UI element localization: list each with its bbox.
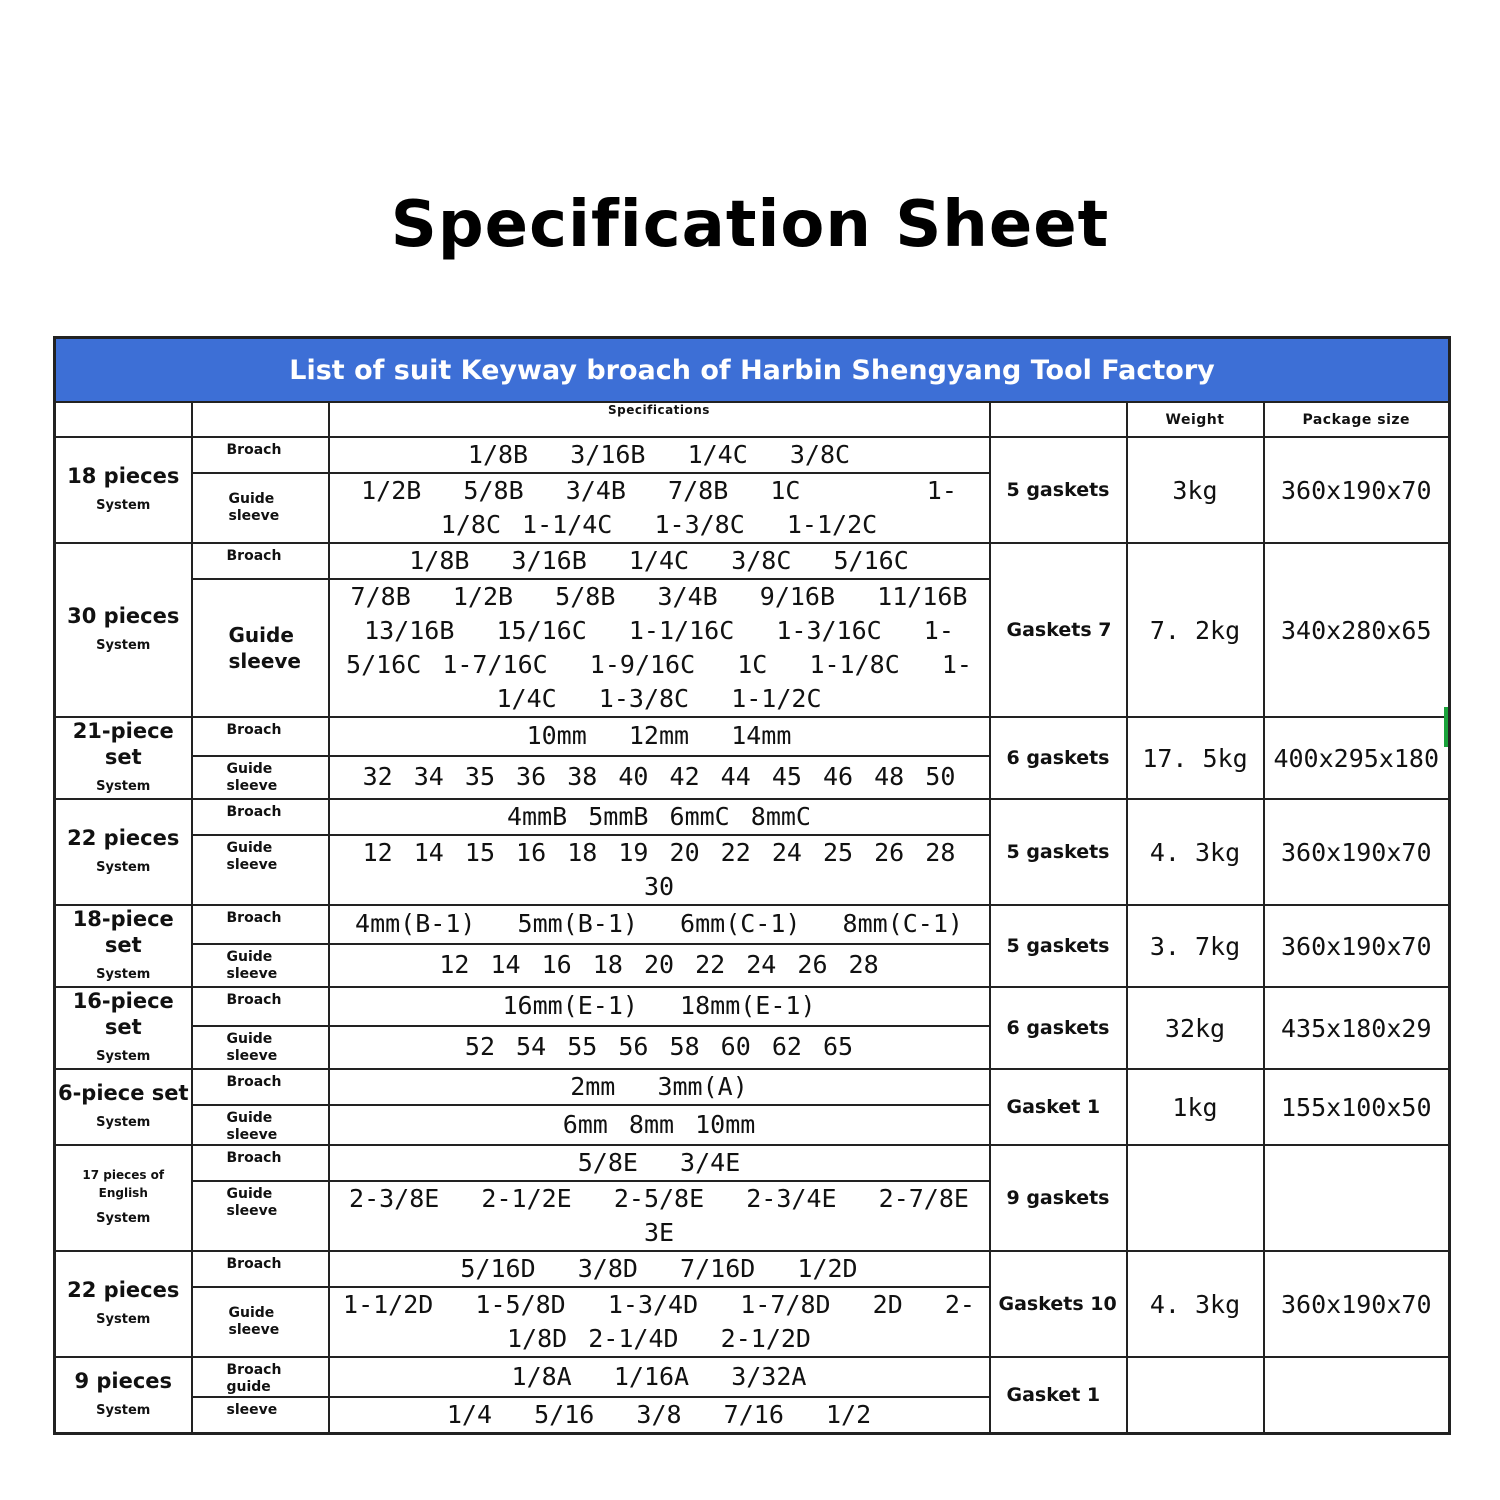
gasket-count: 5 gaskets [990, 437, 1127, 543]
table-row [55, 905, 1450, 944]
specification-values: 1/4 5/16 3/8 7/16 1/2 [329, 1397, 990, 1434]
gasket-count: 5 gaskets [990, 905, 1127, 987]
header-empty-type [192, 402, 329, 437]
set-name: 21-piece set [72, 719, 174, 769]
component-type: Broach [192, 543, 329, 579]
specification-values: 7/8B 1/2B 5/8B 3/4B 9/16B 11/16B 13/16B 15/16C 1-1/16C 1-3/16C 1-5/16C 1-7/16C 1-9/16C 1C 1-1/8C 1-1/4C 1-3/8C 1-1/2C [329, 579, 990, 717]
package-size-value: 400x295x180 [1264, 717, 1450, 799]
header-package-size: Package size [1264, 402, 1450, 437]
set-name-cell [55, 1069, 192, 1145]
weight-value: 3kg [1127, 437, 1264, 543]
set-name-cell [55, 1357, 192, 1434]
set-name-cell [55, 905, 192, 987]
table-row [55, 1357, 1450, 1397]
weight-value: 4. 3kg [1127, 1251, 1264, 1357]
specification-values: 12 14 15 16 18 19 20 22 24 25 26 28 30 [329, 835, 990, 905]
set-name: 17 pieces of English [82, 1168, 165, 1200]
package-size-value: 340x280x65 [1264, 543, 1450, 717]
set-name-cell [55, 543, 192, 717]
set-name-cell [55, 437, 192, 543]
set-name-cell [55, 1145, 192, 1251]
table-row [55, 717, 1450, 756]
gasket-count: 5 gaskets [990, 799, 1127, 905]
weight-value: 17. 5kg [1127, 717, 1264, 799]
header-weight: Weight [1127, 402, 1264, 437]
package-size-value: 360x190x70 [1264, 799, 1450, 905]
gasket-count: Gaskets 7 [990, 543, 1127, 717]
table-banner: List of suit Keyway broach of Harbin Shengyang Tool Factory [55, 338, 1450, 403]
specification-values: 2mm 3mm(A) [329, 1069, 990, 1105]
set-system-label: System [96, 1403, 151, 1418]
component-type: Broach [192, 717, 329, 756]
specification-values: 6mm 8mm 10mm [329, 1105, 990, 1145]
table-row [55, 799, 1450, 835]
header-empty-set [55, 402, 192, 437]
component-type: Broach [192, 1145, 329, 1181]
package-size-value: 360x190x70 [1264, 1251, 1450, 1357]
page-title: Specification Sheet [390, 188, 1110, 262]
gasket-count: 6 gaskets [990, 717, 1127, 799]
component-type: Broach [192, 437, 329, 473]
specification-values: 32 34 35 36 38 40 42 44 45 46 48 50 [329, 756, 990, 799]
component-type: Guide sleeve [192, 1026, 329, 1069]
package-size-value: 360x190x70 [1264, 437, 1450, 543]
component-type: sleeve [192, 1397, 329, 1434]
component-type: Guide sleeve [192, 1181, 329, 1251]
set-system-label: System [96, 498, 151, 513]
table-row [55, 437, 1450, 473]
set-name-cell [55, 987, 192, 1069]
set-name-cell [55, 799, 192, 905]
specification-values: 1-1/2D 1-5/8D 1-3/4D 1-7/8D 2D 2-1/8D 2-1/4D 2-1/2D [329, 1287, 990, 1357]
specification-values: 1/8B 3/16B 1/4C 3/8C 5/16C [329, 543, 990, 579]
specification-values: 52 54 55 56 58 60 62 65 [329, 1026, 990, 1069]
set-name: 22 pieces [67, 826, 180, 850]
set-name: 6-piece set [57, 1081, 189, 1105]
weight-value [1127, 1145, 1264, 1251]
specification-values: 4mmB 5mmB 6mmC 8mmC [329, 799, 990, 835]
header-specifications: Specifications [329, 402, 990, 437]
package-size-value [1264, 1357, 1450, 1434]
weight-value: 32kg [1127, 987, 1264, 1069]
set-system-label: System [96, 860, 151, 875]
table-row [55, 1145, 1450, 1181]
component-type: Guide sleeve [192, 1105, 329, 1145]
package-size-value [1264, 1145, 1450, 1251]
component-type: Broach [192, 799, 329, 835]
set-system-label: System [96, 1115, 151, 1130]
gasket-count: Gasket 1 [990, 1357, 1127, 1434]
component-type: Guide sleeve [192, 756, 329, 799]
specification-values: 1/8A 1/16A 3/32A [329, 1357, 990, 1397]
gasket-count: Gasket 1 [990, 1069, 1127, 1145]
component-type: Guide sleeve [192, 473, 329, 543]
component-type: Guide sleeve [192, 835, 329, 905]
set-name: 9 pieces [74, 1369, 173, 1393]
weight-value: 3. 7kg [1127, 905, 1264, 987]
table-row [55, 543, 1450, 579]
weight-value: 7. 2kg [1127, 543, 1264, 717]
specification-values: 10mm 12mm 14mm [329, 717, 990, 756]
weight-value: 1kg [1127, 1069, 1264, 1145]
set-name: 16-piece set [72, 989, 174, 1039]
edge-marker [1444, 707, 1448, 747]
set-name: 22 pieces [67, 1278, 180, 1302]
set-system-label: System [96, 967, 151, 982]
component-type: Broach guide [192, 1357, 329, 1397]
specification-values: 5/8E 3/4E [329, 1145, 990, 1181]
package-size-value: 360x190x70 [1264, 905, 1450, 987]
table-row [55, 987, 1450, 1026]
table-row [55, 1251, 1450, 1287]
set-system-label: System [96, 779, 151, 794]
component-type: Broach [192, 905, 329, 944]
gasket-count: Gaskets 10 [990, 1251, 1127, 1357]
set-name: 18 pieces [67, 464, 180, 488]
specification-values: 16mm(E-1) 18mm(E-1) [329, 987, 990, 1026]
component-type: Broach [192, 987, 329, 1026]
component-type: Guide sleeve [192, 1287, 329, 1357]
specification-values: 2-3/8E 2-1/2E 2-5/8E 2-3/4E 2-7/8E 3E [329, 1181, 990, 1251]
package-size-value: 155x100x50 [1264, 1069, 1450, 1145]
specification-values: 1/2B 5/8B 3/4B 7/8B 1C 1-1/8C 1-1/4C 1-3/8C 1-1/2C [329, 473, 990, 543]
set-system-label: System [96, 1312, 151, 1327]
spec-table [53, 336, 1451, 1435]
set-system-label: System [96, 1049, 151, 1064]
component-type: Broach [192, 1069, 329, 1105]
set-name: 30 pieces [67, 604, 180, 628]
package-size-value: 435x180x29 [1264, 987, 1450, 1069]
specification-values: 5/16D 3/8D 7/16D 1/2D [329, 1251, 990, 1287]
set-system-label: System [96, 1211, 151, 1226]
gasket-count: 9 gaskets [990, 1145, 1127, 1251]
set-rows [55, 437, 1450, 1434]
set-name-cell [55, 1251, 192, 1357]
header-empty-gaskets [990, 402, 1127, 437]
specification-values: 1/8B 3/16B 1/4C 3/8C [329, 437, 990, 473]
specification-values: 4mm(B-1) 5mm(B-1) 6mm(C-1) 8mm(C-1) [329, 905, 990, 944]
component-type: Broach [192, 1251, 329, 1287]
specification-values: 12 14 16 18 20 22 24 26 28 [329, 944, 990, 987]
gasket-count: 6 gaskets [990, 987, 1127, 1069]
set-name-cell [55, 717, 192, 799]
table-row [55, 1069, 1450, 1105]
set-system-label: System [96, 638, 151, 653]
component-type: Guide sleeve [192, 944, 329, 987]
weight-value: 4. 3kg [1127, 799, 1264, 905]
set-name: 18-piece set [72, 907, 174, 957]
weight-value [1127, 1357, 1264, 1434]
component-type: Guide sleeve [192, 579, 329, 717]
